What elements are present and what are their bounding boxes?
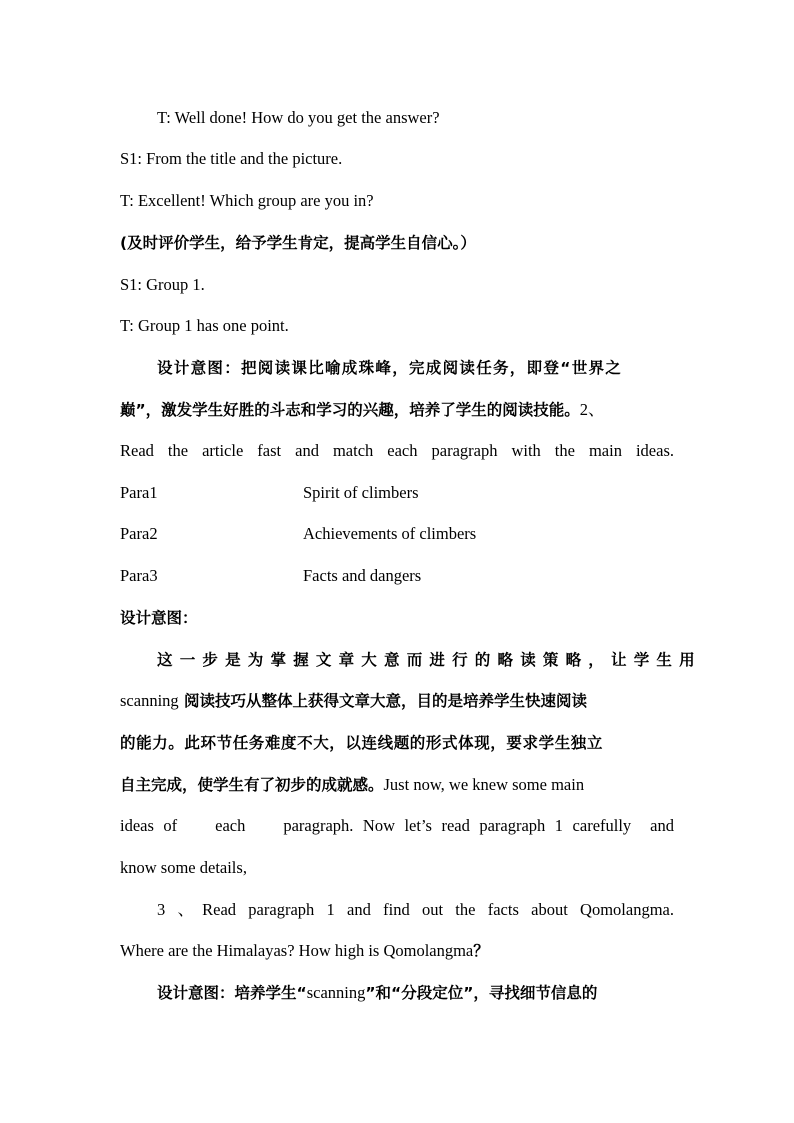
step-2-number: 2、 (579, 400, 605, 419)
evaluation-note: (及时评价学生，给予学生肯定，提高学生自信心。） (120, 234, 476, 252)
design-intent-1-line-2 (120, 400, 674, 420)
step-3-questions (120, 941, 674, 961)
design-intent-1-text: 巅”，激发学生好胜的斗志和学习的兴趣，培养了学生的阅读技能。 (120, 401, 580, 419)
step-3-questions-text: Where are the Himalayas? How high is Qomolangma (120, 941, 474, 960)
para-label: Para2 (120, 524, 158, 543)
match-row (120, 566, 674, 586)
main-idea: Facts and dangers (303, 566, 422, 585)
design-intent-2-line-2 (120, 691, 674, 711)
step-3-instruction: 3 、Read paragraph 1 and find out the facts about Qomolangma. (157, 900, 674, 919)
dialogue-student-2: S1: Group 1. (120, 275, 205, 294)
design-intent-3-text: ”和“分段定位”，寻找细节信息的 (365, 984, 598, 1002)
dialogue-teacher-3: T: Group 1 has one point. (120, 316, 289, 335)
para-label: Para3 (120, 566, 158, 585)
main-idea: Spirit of climbers (303, 483, 419, 502)
design-intent-1-line-1: 设计意图：把阅读课比喻成珠峰，完成阅读任务，即登“世界之 (157, 359, 623, 377)
question-mark: ？ (473, 942, 489, 960)
step-2-instruction: Read the article fast and match each paragraph with the main ideas. (120, 441, 674, 460)
transition-line-2: ideas of each paragraph. Now let’s read paragraph 1 carefully and (120, 816, 674, 835)
dialogue-teacher-2: T: Excellent! Which group are you in? (120, 191, 374, 210)
match-row (120, 483, 674, 503)
design-intent-2-heading: 设计意图： (120, 609, 198, 627)
scanning-term: scanning (120, 691, 179, 710)
transition-text: Just now, we knew some main (383, 775, 585, 794)
design-intent-3-line-1 (157, 983, 674, 1003)
transition-line-3: know some details, (120, 858, 247, 877)
design-intent-2-line-3: 的能力。此环节任务难度不大，以连线题的形式体现，要求学生独立 (120, 734, 604, 752)
design-intent-2-line-1: 这一步是为掌握文章大意而进行的略读策略，让学生用 (157, 651, 702, 669)
para-label: Para1 (120, 483, 158, 502)
design-intent-2-text: 自主完成，使学生有了初步的成就感。 (120, 776, 384, 794)
design-intent-2-text: 阅读技巧从整体上获得文章大意，目的是培养学生快速阅读 (178, 692, 588, 710)
dialogue-student-1: S1: From the title and the picture. (120, 149, 343, 168)
main-idea: Achievements of climbers (303, 524, 477, 543)
match-row (120, 524, 674, 544)
design-intent-3-text: 设计意图：培养学生“ (157, 984, 307, 1002)
dialogue-teacher-1: T: Well done! How do you get the answer? (157, 108, 440, 127)
design-intent-2-line-4 (120, 775, 674, 795)
scanning-term: scanning (306, 983, 366, 1002)
